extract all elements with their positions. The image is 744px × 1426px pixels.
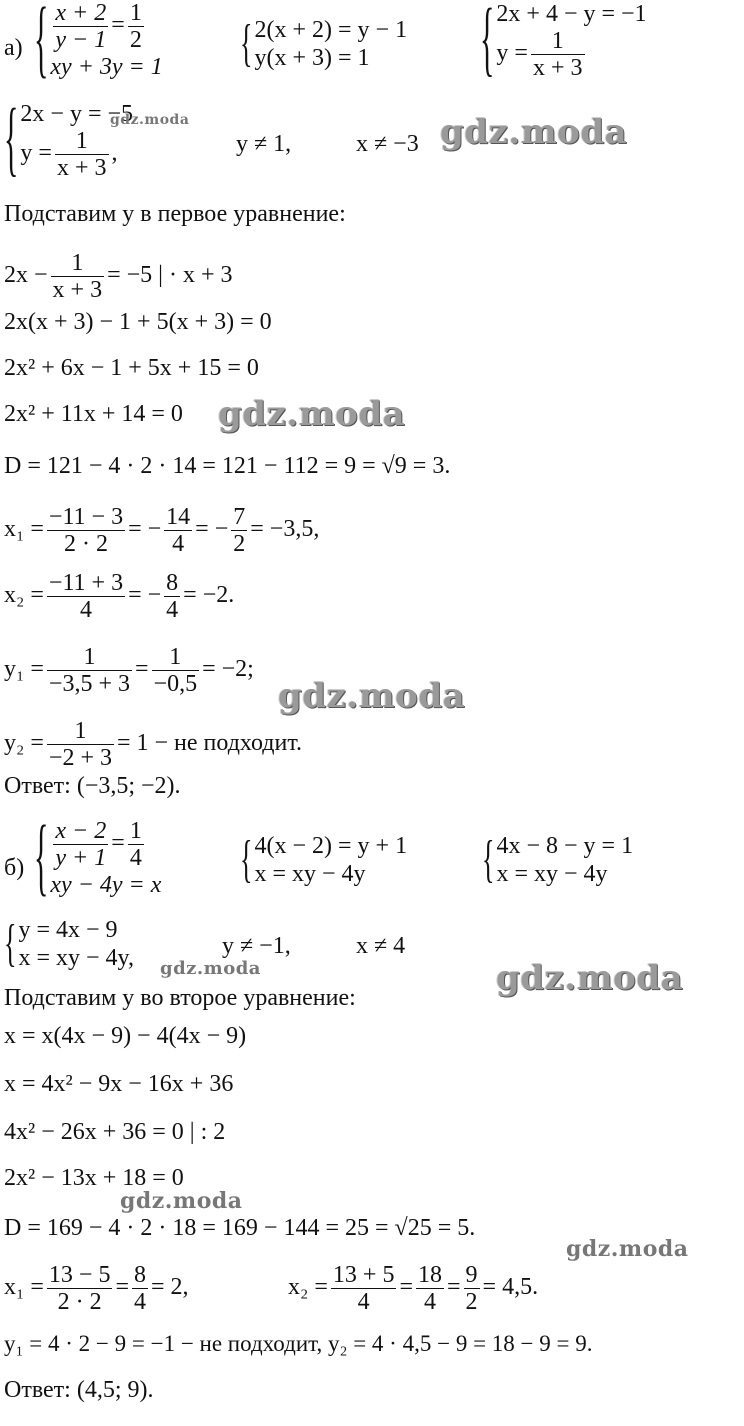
system-equation: x = xy − 4y: [496, 861, 608, 887]
step-2: x = 4x² − 9x − 16x + 36: [4, 1071, 234, 1097]
part-b-system-1: [34, 809, 162, 905]
discriminant: D = 121 − 4 · 2 · 14 = 121 − 112 = 9 = √9 = 3.: [4, 453, 451, 479]
condition-x: x ≠ −3: [356, 131, 419, 157]
substitute-text: Подставим y во второе уравнение:: [4, 985, 356, 1011]
watermark-logo: gdz.moda: [440, 112, 628, 152]
watermark-logo: gdz.moda: [566, 1236, 689, 1262]
answer-a: Ответ: (−3,5; −2).: [4, 773, 181, 799]
step-4: 2x² + 11x + 14 = 0: [4, 401, 183, 427]
roots-y: y₁ = 4 · 2 − 9 = −1 − не подходит, y₂ = 4 · 4,5 − 9 = 18 − 9 = 9.: [4, 1331, 593, 1356]
part-b-system-2: [240, 832, 407, 888]
step-1: 2x − $\frac{1}{x + 3}$ = −5 | · x + 3: [4, 250, 233, 303]
part-b-system-3: [482, 832, 633, 888]
system-equation: xy + 3y = 1: [50, 54, 163, 80]
system-equation: 2x + 4 − y = −1: [496, 1, 647, 27]
step-3: 4x² − 26x + 36 = 0 | : 2: [4, 1119, 226, 1145]
system-equation: 4(x − 2) = y + 1: [254, 833, 408, 859]
system-equation: 2x − y = −5: [20, 101, 134, 127]
root-x1: x₁ = $\frac{-11 - 3}{2 \cdot 2}$ = − $\frac{14}{4}$ = − $\frac{7}{2}$ = −3,5,: [4, 504, 320, 557]
step-4: 2x² − 13x + 18 = 0: [4, 1165, 184, 1191]
watermark-logo: gdz.moda: [278, 676, 466, 716]
system-equation: $\frac{x + 2}{y - 1}$ = $\frac{1}{2}$: [55, 0, 142, 53]
step-3: 2x² + 6x − 1 + 5x + 15 = 0: [4, 355, 259, 381]
brace: {: [4, 914, 17, 972]
system-equation: 4x − 8 − y = 1: [496, 833, 634, 859]
root-x2: x₂ = $\frac{-11 + 3}{4}$ = − $\frac{8}{4}$ = −2.: [4, 570, 235, 623]
root-y1: y₁ = $\frac{1}{-3,5 + 3}$ = $\frac{1}{-0,5}$ = −2;: [4, 644, 254, 697]
part-a-label: а): [4, 35, 23, 61]
watermark-logo: gdz.moda: [110, 112, 190, 128]
step-2: 2x(x + 3) − 1 + 5(x + 3) = 0: [4, 309, 272, 335]
discriminant: D = 169 − 4 · 2 · 18 = 169 − 144 = 25 = √25 = 5.: [4, 1215, 476, 1241]
brace: {: [34, 809, 49, 905]
part-b-label: б): [4, 855, 25, 881]
answer-b: Ответ: (4,5; 9).: [4, 1377, 154, 1403]
system-equation: y = $\frac{1}{x + 3}$ ,: [20, 128, 118, 181]
watermark-logo: gdz.moda: [218, 394, 406, 434]
substitute-text: Подставим y в первое уравнение:: [4, 201, 346, 227]
system-equation: xy − 4y = x: [50, 872, 162, 898]
watermark-logo: gdz.moda: [160, 958, 261, 979]
brace: {: [240, 14, 253, 72]
part-a-system-1: [34, 0, 163, 87]
root-y2: y₂ = $\frac{1}{-2 + 3}$ = 1 − не подходит.: [4, 718, 303, 771]
root-x2: x₂ = $\frac{13 + 5}{4}$ = $\frac{18}{4}$ = $\frac{9}{2}$ = 4,5.: [288, 1262, 539, 1315]
system-equation: y(x + 3) = 1: [254, 45, 370, 71]
brace: {: [34, 0, 49, 87]
system-equation: x = xy − 4y,: [18, 945, 134, 971]
part-a-system-2: [240, 16, 407, 72]
condition-y: y ≠ 1,: [236, 131, 292, 157]
system-equation: y = 4x − 9: [18, 917, 118, 943]
brace: {: [480, 0, 495, 86]
system-equation: y = $\frac{1}{x + 3}$: [496, 28, 583, 81]
watermark-logo: gdz.moda: [496, 958, 684, 998]
system-equation: $\frac{x - 2}{y + 1}$ = $\frac{1}{4}$: [55, 818, 142, 871]
condition-x: x ≠ 4: [356, 933, 406, 959]
step-1: x = x(4x − 9) − 4(4x − 9): [4, 1023, 247, 1049]
brace: {: [482, 830, 495, 888]
watermark-logo: gdz.moda: [120, 1188, 243, 1214]
brace: {: [4, 92, 19, 186]
part-a-system-3: [480, 0, 647, 86]
condition-y: y ≠ −1,: [222, 933, 291, 959]
system-equation: x = xy − 4y: [254, 861, 366, 887]
brace: {: [240, 830, 253, 888]
part-b-system-4: [4, 916, 134, 972]
system-equation: 2(x + 2) = y − 1: [254, 17, 408, 43]
root-x1: x₁ = $\frac{13 - 5}{2 \cdot 2}$ = $\frac{8}{4}$ = 2,: [4, 1262, 189, 1315]
